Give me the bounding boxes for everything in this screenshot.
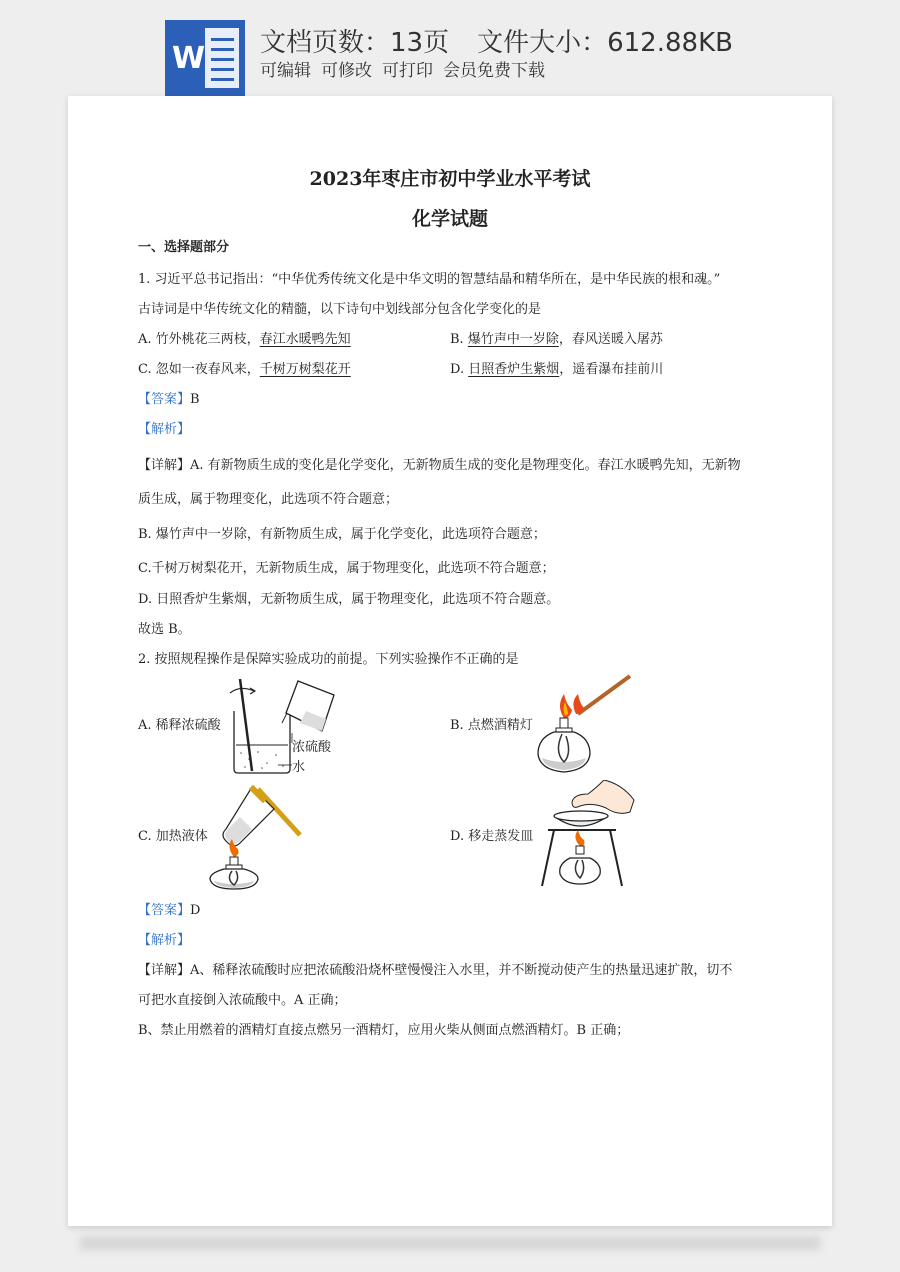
q2-analysis-tag: 【解析】	[138, 933, 191, 948]
beaker-dilution-figure	[226, 673, 356, 778]
page-count: 文档页数：13页	[260, 28, 450, 58]
feature-editable: 可编辑	[260, 61, 311, 81]
q2-stem: 2. 按照规程操作是保障实验成功的前提。下列实验操作不正确的是	[138, 652, 519, 667]
word-document-icon: W	[165, 20, 245, 96]
q1-answer: 【答案】B	[138, 392, 200, 407]
q1-detail-line1: 【详解】A. 有新物质生成的变化是化学变化，无新物质生成的变化是物理变化。春江水暖鸭先知，无新物	[138, 458, 741, 473]
exam-title: 2023年枣庄市初中学业水平考试	[309, 168, 591, 190]
q1-detail-line4: C.千树万树梨花开，无新物质生成，属于物理变化，此选项不符合题意；	[138, 561, 555, 576]
q1-detail-line2: 质生成，属于物理变化，此选项不符合题意；	[138, 492, 399, 507]
download-banner	[0, 0, 900, 96]
q1-analysis-tag: 【解析】	[138, 422, 191, 437]
q2-detail-line3: B、禁止用燃着的酒精灯直接点燃另一酒精灯，应用火柴从侧面点燃酒精灯。B 正确；	[138, 1023, 630, 1038]
file-info	[260, 22, 761, 59]
file-size: 文件大小：612.88KB	[477, 28, 733, 58]
feature-member-download: 会员免费下载	[443, 61, 545, 81]
q2-detail-line1: 【详解】A、稀释浓硫酸时应把浓硫酸沿烧杯壁慢慢注入水里，并不断搅动使产生的热量迅速扩散，切不	[138, 963, 733, 978]
q2-option-a: A. 稀释浓硫酸	[138, 718, 221, 733]
q2-option-d: D. 移走蒸发皿	[450, 829, 534, 844]
q2-detail-line2: 可把水直接倒入浓硫酸中。A 正确；	[138, 993, 347, 1008]
q1-detail-line3: B. 爆竹声中一岁除，有新物质生成，属于化学变化，此选项符合题意；	[138, 527, 546, 542]
fig-a-label-acid: 浓硫酸	[292, 740, 332, 755]
q1-option-a: A. 竹外桃花三两枝，春江水暖鸭先知	[138, 332, 351, 347]
q2-option-b: B. 点燃酒精灯	[450, 718, 533, 733]
q1-stem-line2: 古诗词是中华传统文化的精髓，以下诗句中划线部分包含化学变化的是	[138, 302, 542, 317]
feature-list	[260, 56, 555, 81]
q2-answer: 【答案】D	[138, 903, 201, 918]
feature-printable: 可打印	[382, 61, 433, 81]
q1-detail-line6: 故选 B。	[138, 622, 191, 637]
feature-modifiable: 可修改	[321, 61, 372, 81]
q1-option-c: C. 忽如一夜春风来，千树万树梨花开	[138, 362, 351, 377]
q1-detail-line5: D. 日照香炉生紫烟，无新物质生成，属于物理变化，此选项不符合题意。	[138, 592, 560, 607]
q1-option-b: B. 爆竹声中一岁除，春风送暖入屠苏	[450, 332, 663, 347]
q1-option-d: D. 日照香炉生紫烟，遥看瀑布挂前川	[450, 362, 664, 377]
q2-option-c: C. 加热液体	[138, 829, 208, 844]
q1-stem-line1: 1. 习近平总书记指出：“中华优秀传统文化是中华文明的智慧结晶和精华所在，是中华民族的根和魂。”	[138, 272, 721, 287]
alcohol-lamp-match-figure	[534, 674, 634, 779]
evaporating-dish-hand-figure	[534, 780, 654, 892]
exam-subtitle: 化学试题	[411, 208, 488, 230]
section-heading: 一、选择题部分	[138, 240, 230, 255]
test-tube-heating-figure	[204, 781, 304, 893]
fig-a-label-water: 水	[292, 760, 306, 775]
document-page	[68, 96, 832, 1226]
